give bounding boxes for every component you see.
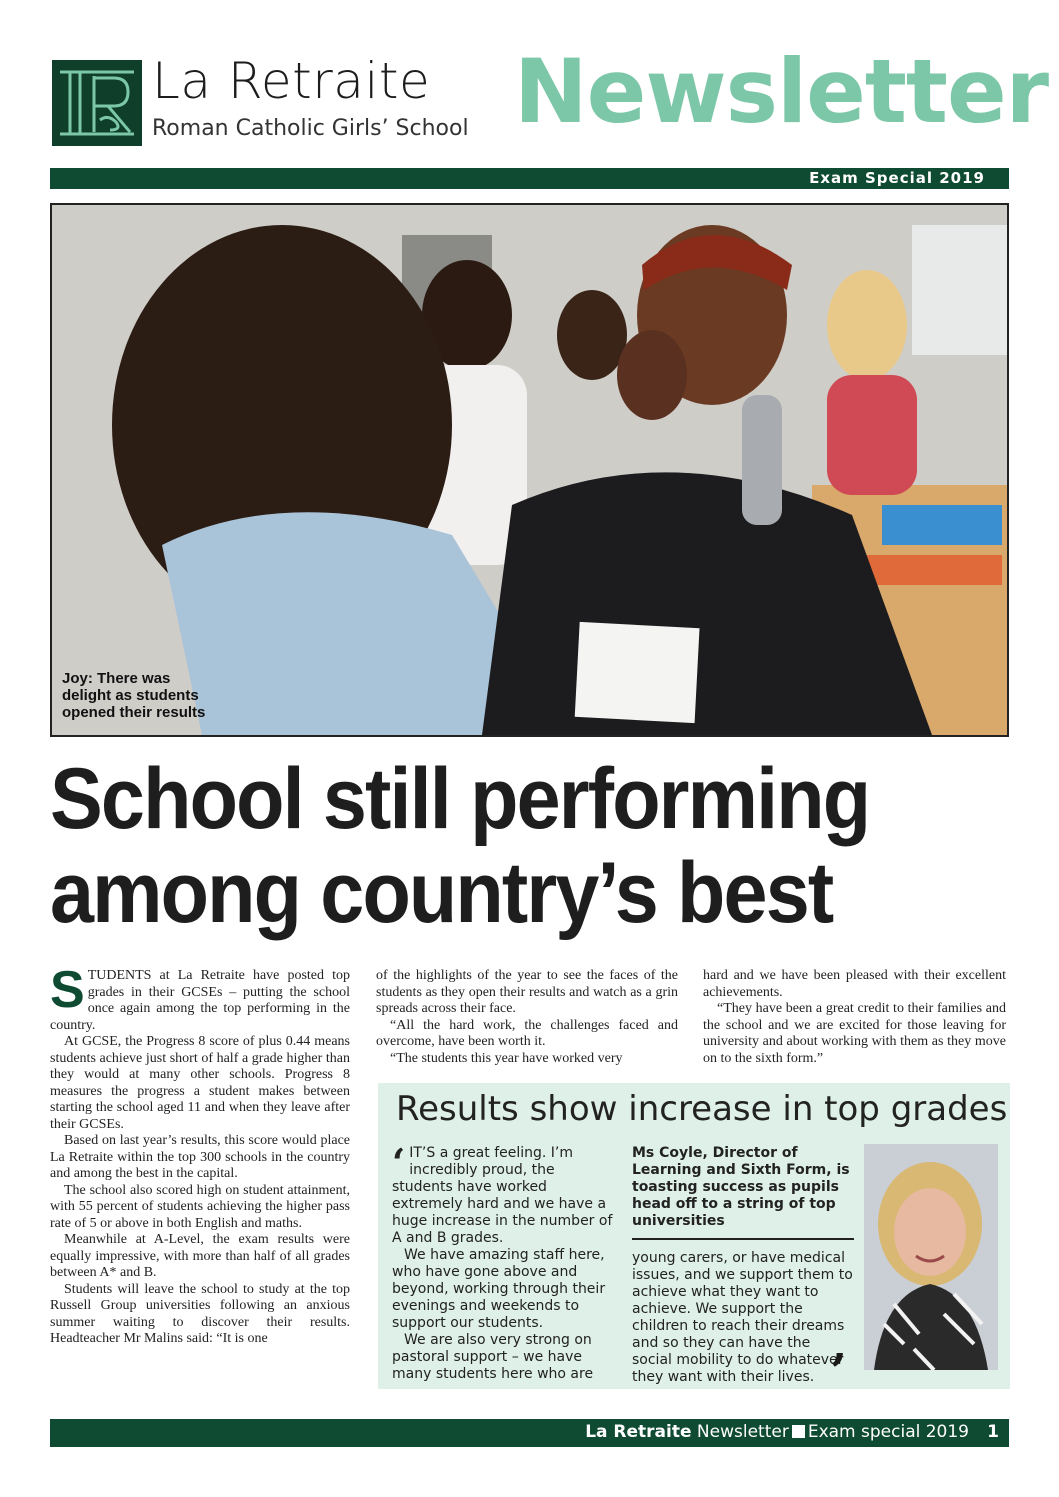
ms-coyle-portrait-image [864, 1144, 998, 1370]
article-paragraph: Students will leave the school to study at the top Russell Group universities following an anxious summer waiting to discover their results. Headteacher Mr Malins said: “It is one [50, 1281, 350, 1346]
article-paragraph: of the highlights of the year to see the faces of the students as they open their results and watch as a grin spreads across their face. [376, 968, 678, 1016]
article-paragraph: STUDENTS at La Retraite have posted top grades in their GCSEs – putting the school once again among the top performing in the country. [50, 961, 350, 1033]
sidebar-paragraph: We have amazing staff here, who have gone above and beyond, working through their evenings and weekends to support our students. [392, 1247, 606, 1331]
headline-line-1: School still performing [50, 751, 870, 847]
sidebar-title: Results show increase in top grades [396, 1089, 1008, 1129]
footer-text [585, 1422, 969, 1442]
school-logo [52, 60, 142, 146]
article-paragraph: hard and we have been pleased with their excellent achievements. [703, 968, 1006, 1000]
footer-edition: Exam special 2019 [807, 1422, 969, 1442]
sidebar-paragraph: ‘ IT’S a great feeling. I’m incredibly proud, the students have worked extremely hard and we have a huge increase in the number of A and B grades. [392, 1140, 613, 1246]
page-footer [50, 1419, 1009, 1447]
article-paragraph: The school also scored high on student attainment, with 55 percent of students achieving the higher pass rate of 5 or above in both English and maths. [50, 1182, 350, 1231]
article-column-2 [376, 968, 678, 1067]
square-bullet-icon [792, 1425, 805, 1438]
page-number: 1 [987, 1422, 999, 1442]
sidebar-column-1 [392, 1140, 616, 1383]
school-crest-icon [52, 60, 142, 146]
sidebar-intro: Ms Coyle, Director of Learning and Sixth Form, is toasting success as pupils head off to a string of top universities [632, 1145, 850, 1229]
article-column-1 [50, 961, 350, 1348]
portrait-photo [864, 1144, 998, 1370]
footer-brand: La Retraite [585, 1422, 692, 1442]
photo-caption: Joy: There was delight as students opened their results [62, 670, 206, 721]
sidebar-paragraph: young carers, or have medical issues, and we support them to achieve what they want to achieve. We support the children to reach their dreams and so they can have the social mobility to do whatever they want with their lives. [632, 1250, 853, 1385]
drop-cap: S [50, 961, 85, 1019]
sidebar-paragraph: We are also very strong on pastoral support – we have many students here who are [392, 1332, 594, 1382]
students-celebrating-image [52, 205, 1007, 735]
article-paragraph: “The students this year have worked very [390, 1050, 623, 1066]
quote-open-mark: ‘ [392, 1140, 406, 1185]
sidebar-divider [632, 1238, 854, 1240]
article-column-3 [703, 968, 1006, 1067]
article-paragraph: At GCSE, the Progress 8 score of plus 0.44 means students achieve just short of half a grade higher than they would at many other schools. Progress 8 measures the progress a student makes between starting the school aged 11 and when they leave after their GCSEs. [50, 1034, 350, 1132]
article-paragraph: Based on last year’s results, this score would place La Retraite within the top 300 schools in the country and among the best in the capital. [50, 1133, 350, 1181]
quote-close-mark: ’ [830, 1344, 847, 1400]
school-subtitle: Roman Catholic Girls’ School [152, 116, 469, 141]
article-headline [50, 752, 933, 940]
headline-line-2: among country’s best [50, 845, 833, 941]
edition-bar [50, 168, 1009, 189]
article-paragraph: “All the hard work, the challenges faced and overcome, have been worth it. [376, 1017, 678, 1049]
newsletter-title: Newsletter [514, 40, 1049, 143]
school-name: La Retraite [152, 52, 431, 110]
article-paragraph: Meanwhile at A-Level, the exam results were equally impressive, with more than half of all grades between A* and B. [50, 1232, 350, 1280]
edition-label: Exam Special 2019 [809, 169, 985, 187]
sidebar-column-2 [632, 1145, 854, 1386]
hero-photo [50, 203, 1009, 737]
results-sidebar [378, 1083, 1010, 1400]
article-paragraph: “They have been a great credit to their families and the school and we are excited for those leaving for university and about working with them as they move on to the sixth form.” [703, 1001, 1006, 1066]
footer-label: Newsletter [696, 1422, 789, 1442]
